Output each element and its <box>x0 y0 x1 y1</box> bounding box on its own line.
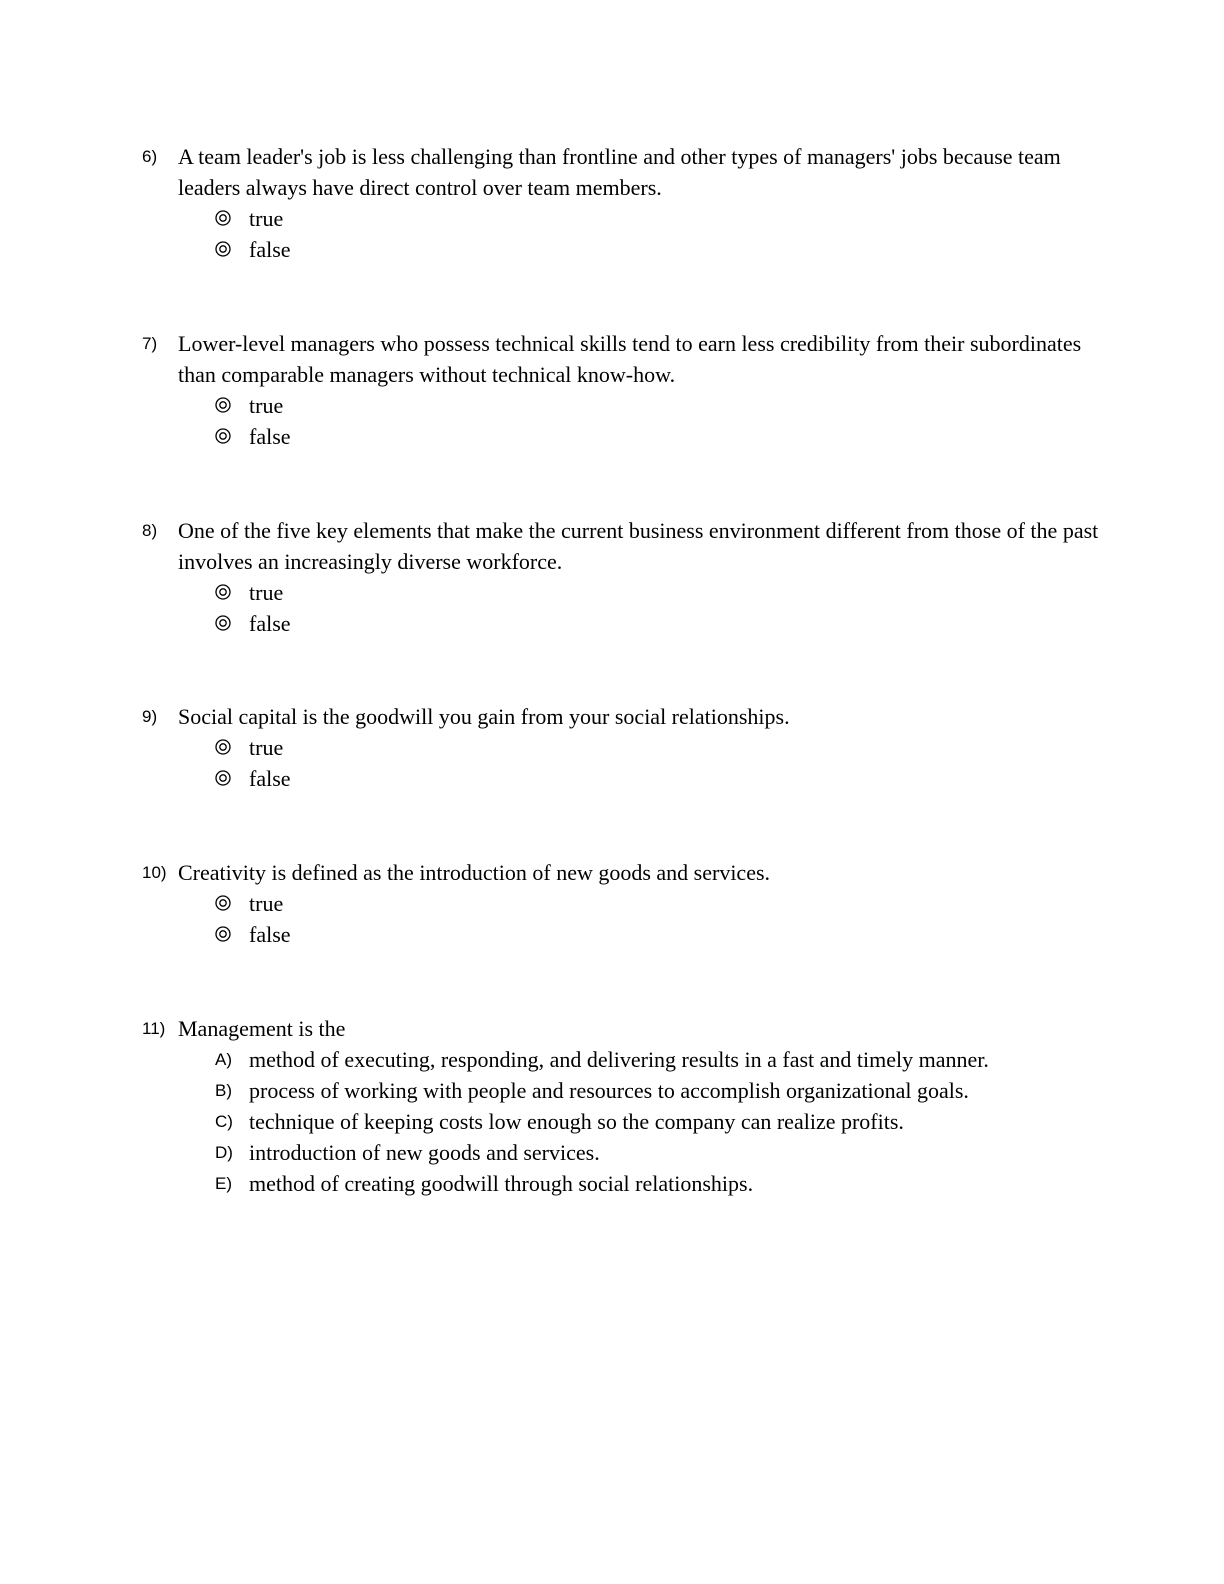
answer-options <box>142 732 1102 794</box>
option-label: false <box>249 611 291 636</box>
option-label: process of working with people and resources to accomplish organizational goals. <box>249 1078 969 1103</box>
option-true[interactable] <box>142 577 1102 608</box>
question-text: Creativity is defined as the introduction of new goods and services. <box>178 860 771 885</box>
option-letter: D) <box>215 1143 233 1162</box>
question-text: Social capital is the goodwill you gain from your social relationships. <box>178 704 790 729</box>
option-label: false <box>249 766 291 791</box>
question-9 <box>142 701 1102 794</box>
option-label: false <box>249 424 291 449</box>
answer-options <box>142 390 1102 452</box>
question-number: 7) <box>142 334 158 353</box>
question-text: One of the five key elements that make the current business environment different from those of the past involves an increasingly diverse workforce. <box>178 518 1099 574</box>
option-label: true <box>249 580 284 605</box>
radio-icon[interactable] <box>215 428 231 444</box>
answer-options <box>142 1044 1102 1199</box>
option-label: method of executing, responding, and delivering results in a fast and timely manner. <box>249 1047 989 1072</box>
question-number: 9) <box>142 707 158 726</box>
radio-icon[interactable] <box>215 895 231 911</box>
question-stem <box>142 515 1102 577</box>
option-label: true <box>249 891 284 916</box>
answer-options <box>142 577 1102 639</box>
radio-icon[interactable] <box>215 615 231 631</box>
question-stem <box>142 857 1102 888</box>
radio-icon[interactable] <box>215 770 231 786</box>
question-stem <box>142 701 1102 732</box>
question-7 <box>142 328 1102 452</box>
radio-icon[interactable] <box>215 397 231 413</box>
option-false[interactable] <box>142 919 1102 950</box>
question-stem <box>142 141 1102 203</box>
answer-options <box>142 888 1102 950</box>
option-true[interactable] <box>142 390 1102 421</box>
option-b[interactable] <box>142 1075 1102 1106</box>
option-false[interactable] <box>142 234 1102 265</box>
option-letter: C) <box>215 1112 233 1131</box>
option-label: false <box>249 922 291 947</box>
option-label: introduction of new goods and services. <box>249 1140 600 1165</box>
option-d[interactable] <box>142 1137 1102 1168</box>
radio-icon[interactable] <box>215 241 231 257</box>
question-6 <box>142 141 1102 265</box>
option-letter: A) <box>215 1050 232 1069</box>
question-text: A team leader's job is less challenging than frontline and other types of managers' jobs because team leaders always have direct control over team members. <box>178 144 1061 200</box>
option-a[interactable] <box>142 1044 1102 1075</box>
option-letter: B) <box>215 1081 232 1100</box>
option-label: false <box>249 237 291 262</box>
question-number: 6) <box>142 147 158 166</box>
option-false[interactable] <box>142 421 1102 452</box>
option-c[interactable] <box>142 1106 1102 1137</box>
question-8 <box>142 515 1102 639</box>
question-text: Lower-level managers who possess technical skills tend to earn less credibility from their subordinates than comparable managers without technical know-how. <box>178 331 1082 387</box>
option-label: technique of keeping costs low enough so the company can realize profits. <box>249 1109 904 1134</box>
option-label: true <box>249 206 284 231</box>
option-label: method of creating goodwill through social relationships. <box>249 1171 754 1196</box>
radio-icon[interactable] <box>215 926 231 942</box>
question-stem <box>142 1013 1102 1044</box>
option-e[interactable] <box>142 1168 1102 1199</box>
question-number: 10) <box>142 863 167 882</box>
option-false[interactable] <box>142 763 1102 794</box>
question-stem <box>142 328 1102 390</box>
question-number: 11) <box>142 1019 166 1038</box>
radio-icon[interactable] <box>215 739 231 755</box>
question-number: 8) <box>142 521 158 540</box>
option-true[interactable] <box>142 203 1102 234</box>
radio-icon[interactable] <box>215 584 231 600</box>
question-11 <box>142 1013 1102 1199</box>
option-label: true <box>249 735 284 760</box>
option-false[interactable] <box>142 608 1102 639</box>
option-label: true <box>249 393 284 418</box>
option-true[interactable] <box>142 888 1102 919</box>
radio-icon[interactable] <box>215 210 231 226</box>
question-text: Management is the <box>178 1016 346 1041</box>
answer-options <box>142 203 1102 265</box>
question-10 <box>142 857 1102 950</box>
option-true[interactable] <box>142 732 1102 763</box>
option-letter: E) <box>215 1174 232 1193</box>
